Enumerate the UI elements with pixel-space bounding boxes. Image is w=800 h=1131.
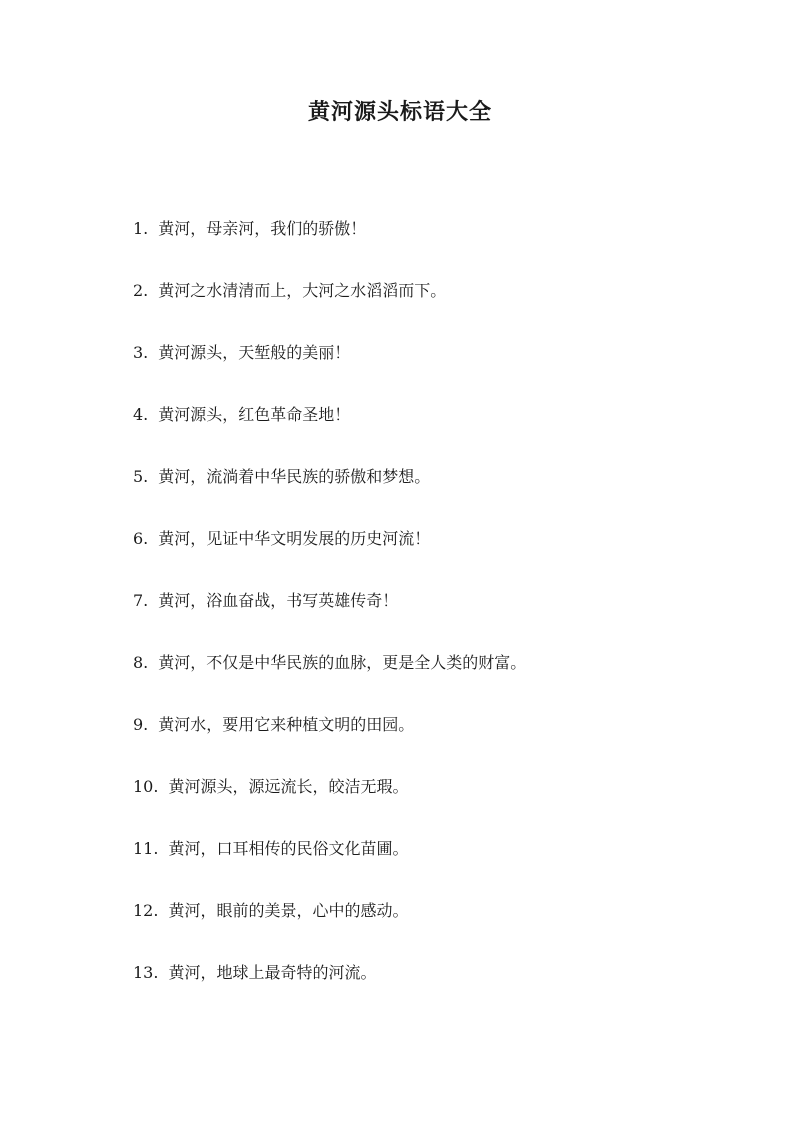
list-item [133, 338, 753, 400]
item-text: 黄河源头，红色革命圣地！ [158, 405, 351, 424]
item-number: 3. [133, 343, 149, 362]
list-item [133, 772, 753, 834]
item-text: 黄河水，要用它来种植文明的田园。 [158, 715, 415, 734]
item-number: 10. [133, 777, 159, 796]
item-text: 黄河，母亲河，我们的骄傲！ [158, 219, 367, 238]
item-text: 黄河源头，源远流长，皎洁无瑕。 [168, 777, 409, 796]
list-item [133, 958, 753, 1020]
item-text: 黄河，地球上最奇特的河流。 [168, 963, 377, 982]
item-number: 13. [133, 963, 159, 982]
item-number: 8. [133, 653, 149, 672]
item-number: 9. [133, 715, 149, 734]
list-item [133, 896, 753, 958]
list-item [133, 586, 753, 648]
item-number: 12. [133, 901, 159, 920]
item-number: 2. [133, 281, 149, 300]
item-number: 7. [133, 591, 149, 610]
item-text: 黄河之水清清而上，大河之水滔滔而下。 [158, 281, 447, 300]
list-item [133, 400, 753, 462]
list-item [133, 710, 753, 772]
item-text: 黄河，浴血奋战，书写英雄传奇！ [158, 591, 399, 610]
slogan-list [133, 214, 753, 1020]
item-number: 6. [133, 529, 149, 548]
list-item [133, 214, 753, 276]
list-item [133, 462, 753, 524]
item-text: 黄河，流淌着中华民族的骄傲和梦想。 [158, 467, 431, 486]
item-number: 4. [133, 405, 149, 424]
list-item [133, 834, 753, 896]
item-number: 5. [133, 467, 149, 486]
item-text: 黄河，口耳相传的民俗文化苗圃。 [168, 839, 409, 858]
list-item [133, 524, 753, 586]
item-text: 黄河，不仅是中华民族的血脉，更是全人类的财富。 [158, 653, 527, 672]
item-text: 黄河源头，天堑般的美丽！ [158, 343, 351, 362]
item-number: 11. [133, 839, 159, 858]
item-text: 黄河，眼前的美景，心中的感动。 [168, 901, 409, 920]
item-text: 黄河，见证中华文明发展的历史河流！ [158, 529, 431, 548]
item-number: 1. [133, 219, 149, 238]
list-item [133, 276, 753, 338]
list-item [133, 648, 753, 710]
document-title: 黄河源头标语大全 [307, 99, 492, 125]
